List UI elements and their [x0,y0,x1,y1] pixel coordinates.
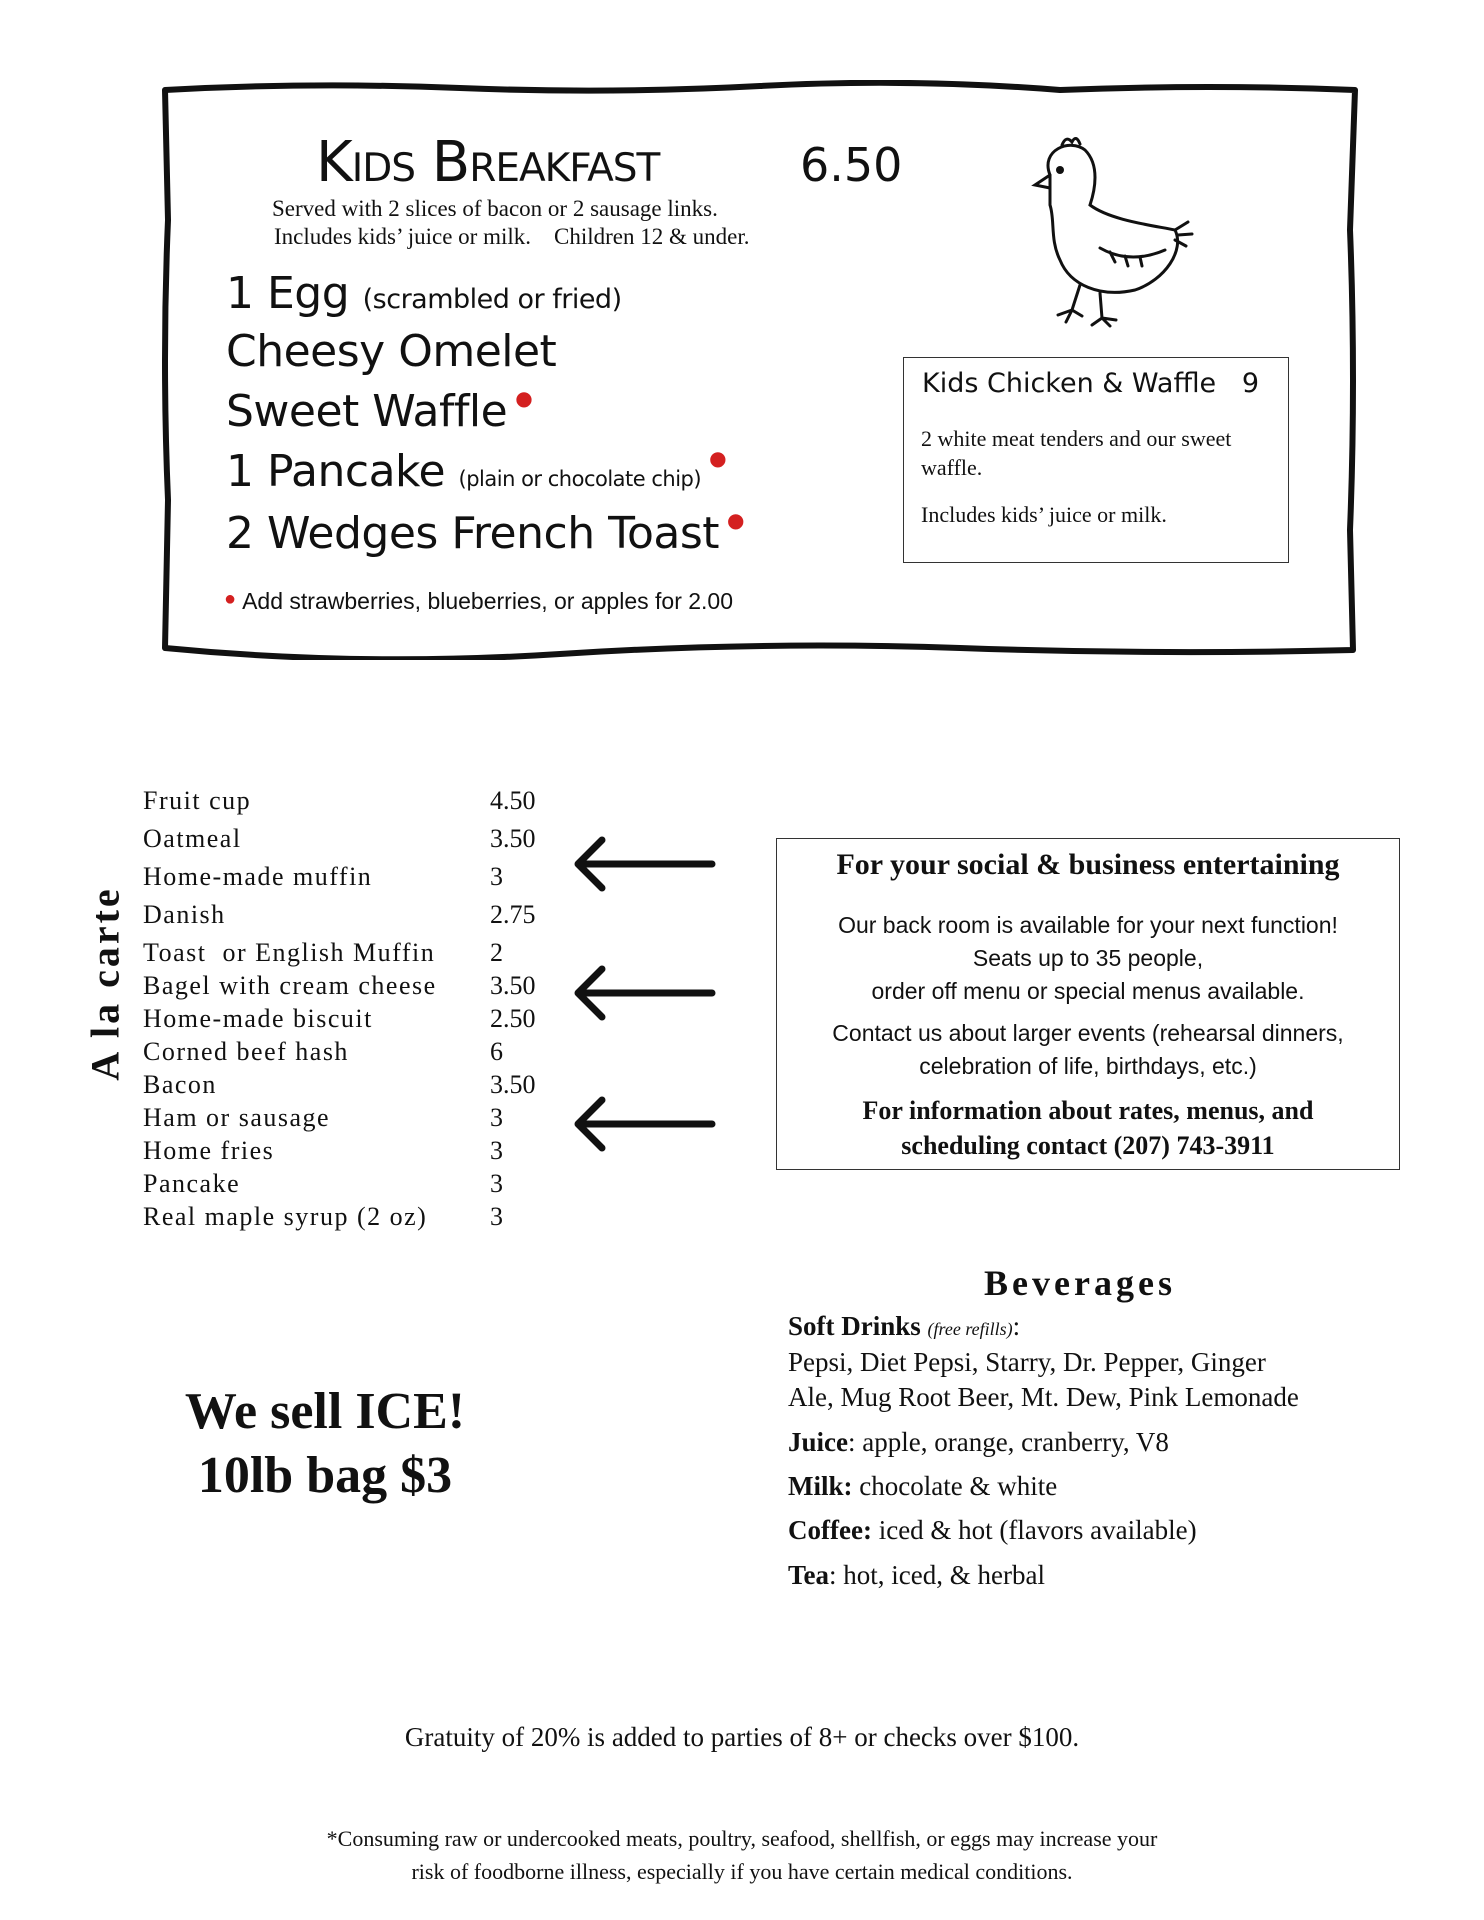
chick-icon [1000,130,1210,330]
menu-item-price: 3 [490,862,503,891]
menu-item-price: 3.50 [490,971,536,1000]
menu-item-name: Fruit cup [143,786,252,815]
menu-item-name: Home-made muffin [143,862,373,891]
social-events-text: order off menu or special menus available. [871,978,1305,1004]
menu-item-price: 3 [490,1103,503,1132]
kids-item: Sweet Waffle ● [226,386,533,437]
menu-item-name: Ham or sausage [143,1103,331,1132]
menu-item-name: Pancake [143,1169,241,1198]
menu-item-price: 3 [490,1169,503,1198]
menu-item-name: Bagel with cream cheese [143,971,437,1000]
chicken-waffle-note: Includes kids’ juice or milk. [921,502,1167,527]
social-events-text: Our back room is available for your next function! [838,912,1338,938]
strawberry-icon: ● [224,588,237,610]
food-safety-disclaimer: risk of foodborne illness, especially if you have certain medical conditions. [411,1859,1073,1884]
menu-item-price: 2 [490,938,503,967]
menu-item-price: 3.50 [490,824,536,853]
menu-item-name: Real maple syrup (2 oz) [143,1202,428,1231]
menu-item-price: 4.50 [490,786,536,815]
social-events-contact: For information about rates, menus, and [862,1096,1314,1125]
ice-promo-headline: We sell ICE! [184,1383,466,1440]
chicken-waffle-description: 2 white meat tenders and our sweet waffle. [921,426,1232,480]
menu-item-price: 2.75 [490,900,536,929]
food-safety-disclaimer: *Consuming raw or undercooked meats, poultry, seafood, shellfish, or eggs may increase your [326,1826,1158,1851]
kids-item: Cheesy Omelet [226,326,557,377]
menu-item-name: Corned beef hash [143,1037,349,1066]
beverage-coffee: Coffee: iced & hot (flavors available) [788,1515,1197,1545]
kids-item: 1 Pancake (plain or chocolate chip)● [226,446,727,497]
alacarte-label: A la carte [82,886,128,1081]
ice-promo-price: 10lb bag $3 [197,1447,453,1504]
kids-breakfast-price: 6.50 [800,138,903,192]
social-events-text: Contact us about larger events (rehearsal dinners, [832,1020,1344,1046]
kids-item: 1 Egg (scrambled or fried) [226,268,622,319]
beverage-tea: Tea: hot, iced, & herbal [788,1560,1045,1590]
menu-item-name: Home fries [143,1136,275,1165]
kids-breakfast-title: Kids Breakfast [316,130,660,195]
social-events-text: Seats up to 35 people, [972,945,1204,971]
menu-item-price: 3.50 [490,1070,536,1099]
left-arrow-icon [572,963,720,1023]
social-events-title: For your social & business entertaining [836,848,1340,881]
menu-item-name: Toast or English Muffin [143,938,436,967]
kids-breakfast-includes: Includes kids’ juice or milk. Children 12 & under. [274,224,750,249]
left-arrow-icon [572,834,720,894]
kids-addon-note: ● Add strawberries, blueberries, or apples for 2.00 [224,588,734,614]
menu-item-price: 2.50 [490,1004,536,1033]
social-events-text: celebration of life, birthdays, etc.) [919,1053,1257,1079]
menu-item-name: Danish [143,900,226,929]
beverage-soft-list: Pepsi, Diet Pepsi, Starry, Dr. Pepper, Ginger [788,1347,1266,1377]
menu-item-price: 3 [490,1136,503,1165]
left-arrow-icon [572,1094,720,1154]
kids-item: 2 Wedges French Toast ● [226,508,744,559]
strawberry-icon: ● [709,446,727,470]
beverage-milk: Milk: chocolate & white [788,1471,1058,1501]
beverage-soft-drinks: Soft Drinks (free refills): [788,1311,1021,1341]
beverage-juice: Juice: apple, orange, cranberry, V8 [788,1427,1169,1457]
gratuity-note: Gratuity of 20% is added to parties of 8+ or checks over $100. [404,1722,1080,1752]
beverage-soft-list: Ale, Mug Root Beer, Mt. Dew, Pink Lemonade [788,1382,1299,1412]
beverages-title: Beverages [984,1263,1176,1303]
menu-item-name: Bacon [143,1070,217,1099]
chicken-waffle-title: Kids Chicken & Waffle 9 [922,368,1260,399]
chicken-waffle-price: 9 [1241,368,1260,399]
menu-item-price: 3 [490,1202,503,1231]
kids-breakfast-subtitle: Served with 2 slices of bacon or 2 sausage links. [272,196,718,221]
menu-item-price: 6 [490,1037,503,1066]
strawberry-icon: ● [727,508,744,532]
strawberry-icon: ● [515,386,533,410]
social-events-contact: scheduling contact (207) 743-3911 [901,1131,1275,1160]
menu-item-name: Home-made biscuit [143,1004,373,1033]
menu-item-name: Oatmeal [143,824,242,853]
